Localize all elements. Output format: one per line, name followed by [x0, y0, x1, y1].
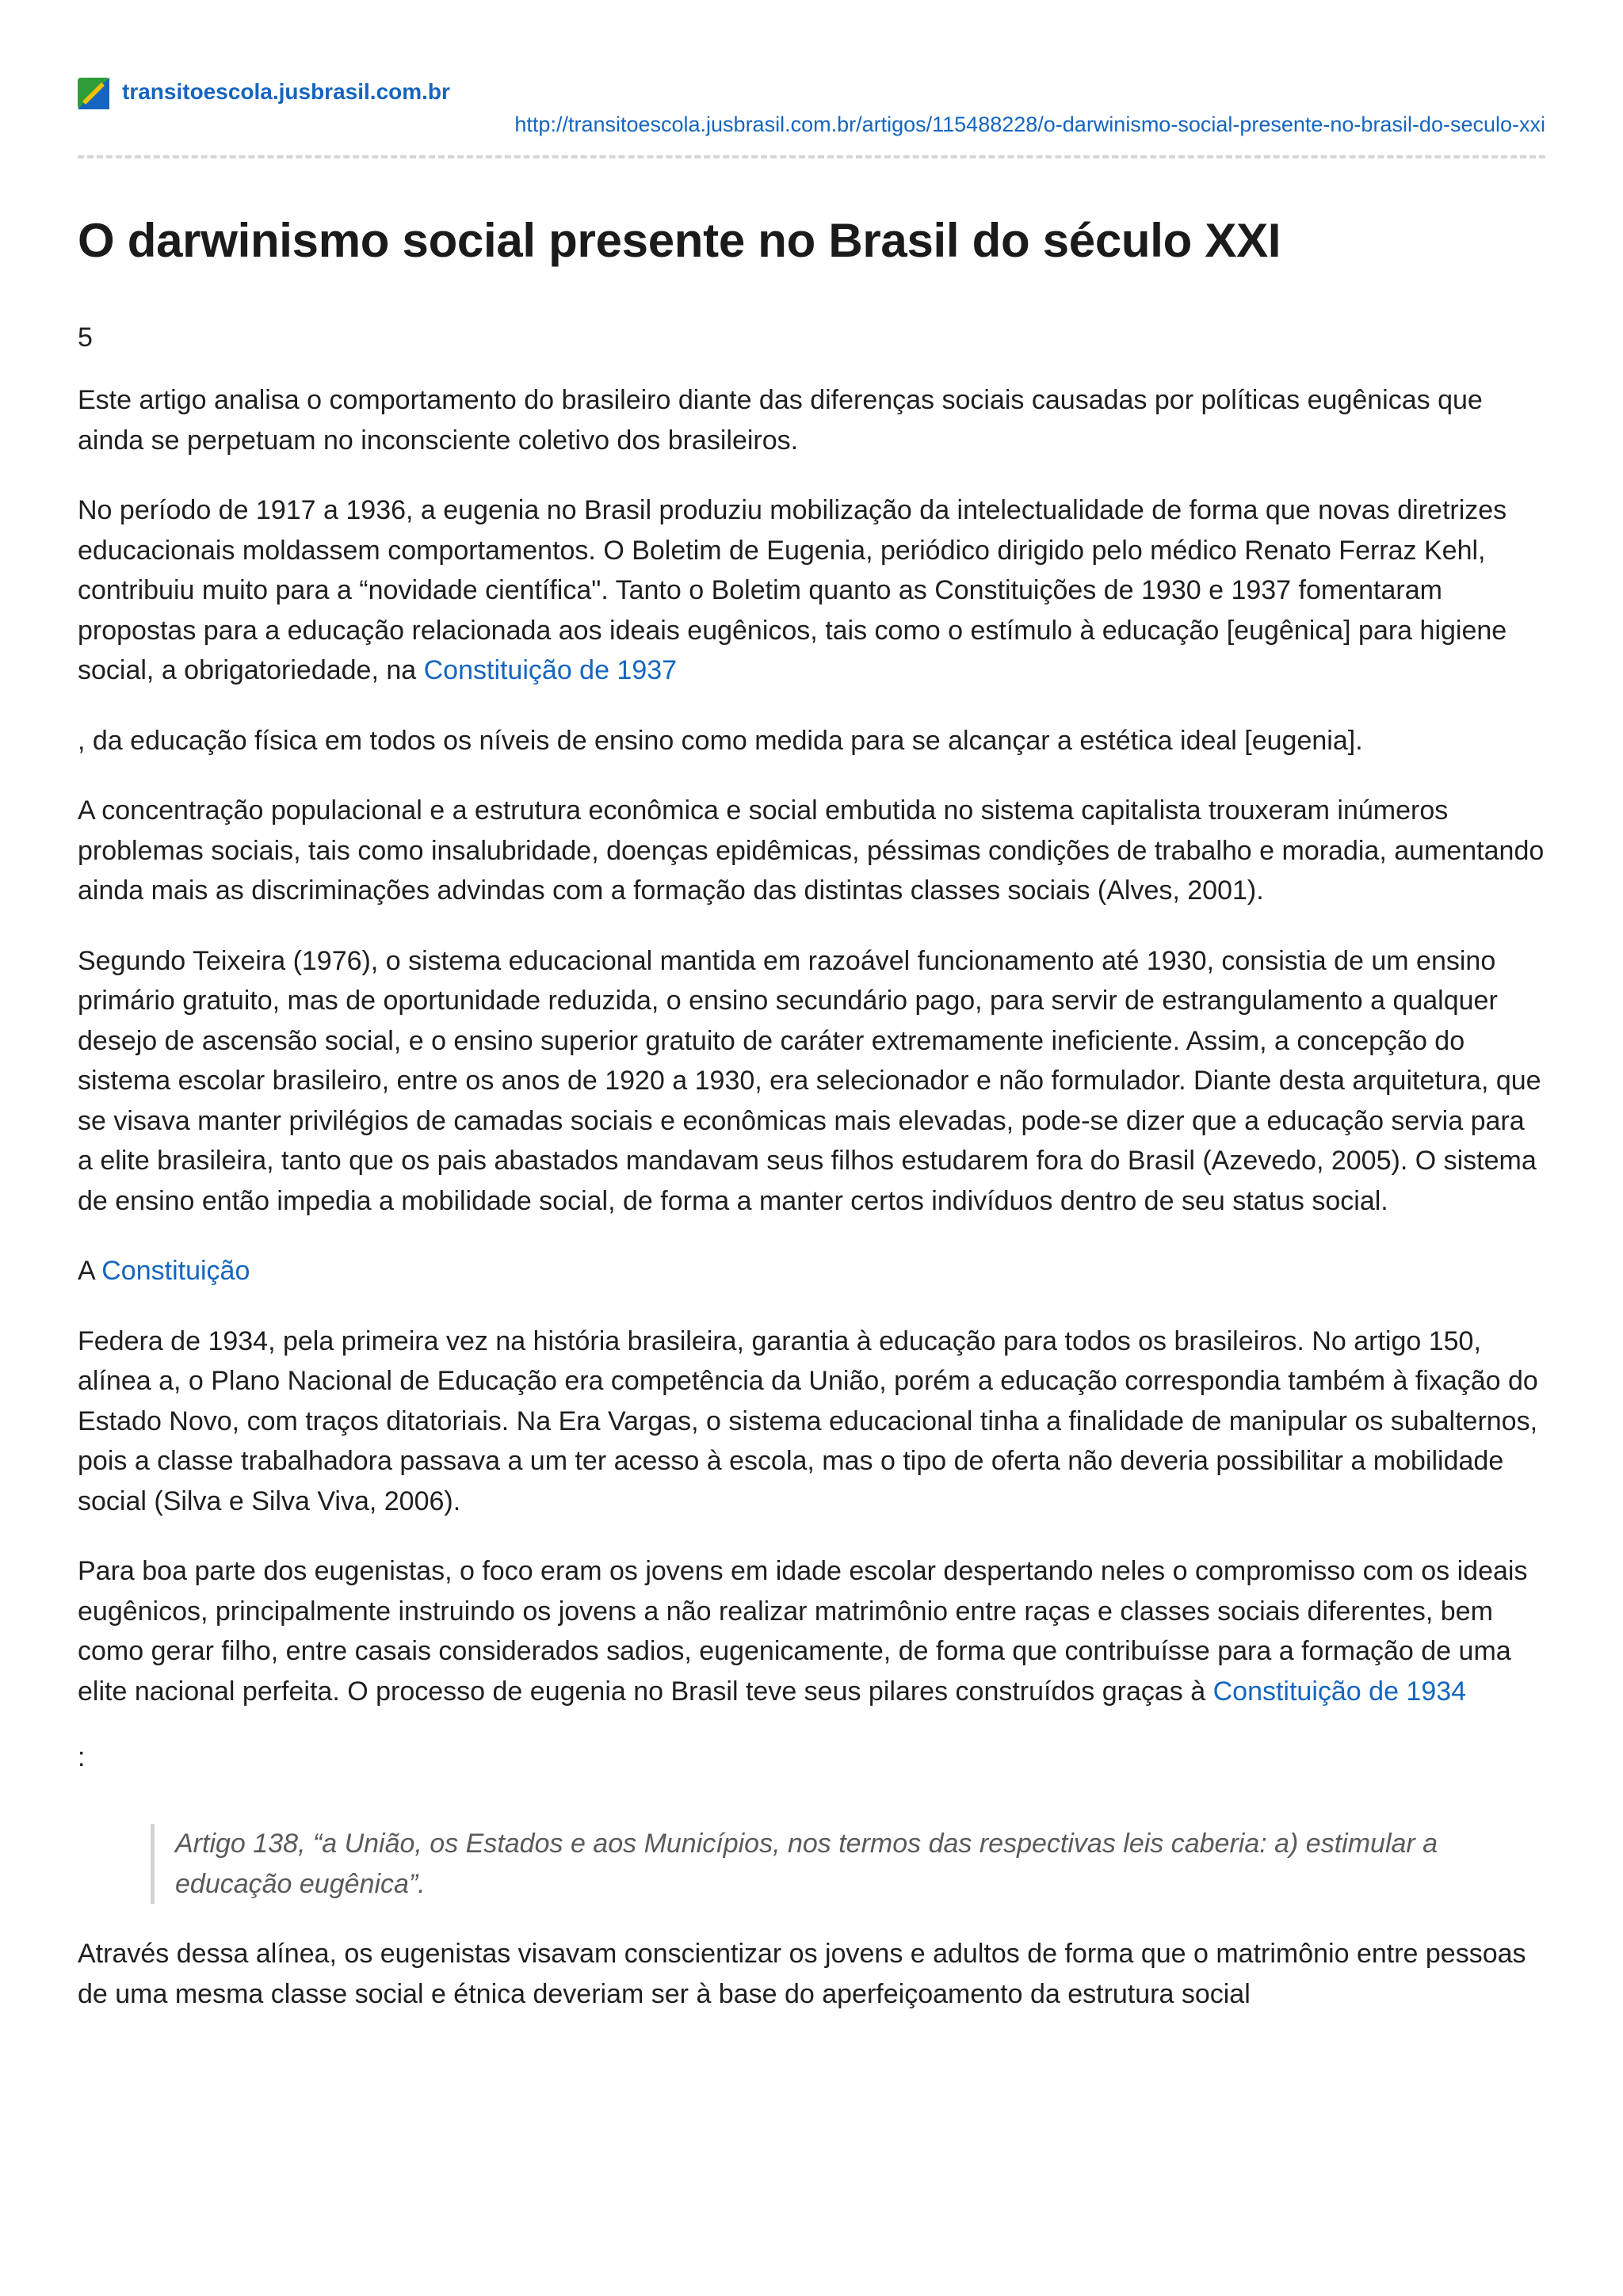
article-url-link[interactable]: http://transitoescola.jusbrasil.com.br/artigos/115488228/o-darwinismo-social-presente-no-brasil-do-seculo-xxi	[514, 113, 1545, 136]
paragraph-eugenia-periodo	[78, 490, 1545, 691]
site-header	[78, 78, 1545, 165]
paragraph-concentracao: A concentração populacional e a estrutura econômica e social embutida no sistema capitalista trouxeram inúmeros problemas sociais, tais como insalubridade, doenças epidêmicas, péssimas condições de trabalho e moradia, aumentando ainda mais as discriminações advindas com a formação das distintas classes sociais (Alves, 2001).	[78, 795, 1545, 906]
constituicao-1937-link[interactable]: Constituição de 1937	[423, 655, 678, 685]
paragraph-text: No período de 1917 a 1936, a eugenia no Brasil produziu mobilização da intelectualidade de forma que novas diretrizes educacionais moldassem comportamentos. O Boletim de Eugenia, periódico dirigido pelo médico Renato Ferraz Kehl, contribuiu muito para a “novidade científica". Tanto o Boletim quanto as Constituições de 1930 e 1937 fomentaram propostas para a educação relacionada aos ideais eugênicos, tais como o estímulo à educação [eugênica] para higiene social, a obrigatoriedade, na	[78, 495, 1507, 685]
constituicao-1934-link[interactable]: Constituição de 1934	[1212, 1676, 1467, 1707]
paragraph-eugenistas	[78, 1551, 1545, 1711]
article	[78, 212, 1545, 2014]
colon-text: :	[78, 1742, 86, 1772]
paragraph-constituicao	[78, 1251, 1545, 1291]
constituicao-link[interactable]: Constituição	[101, 1256, 250, 1286]
paragraph-alinea: Através dessa alínea, os eugenistas visavam conscientizar os jovens e adultos de forma que o matrimônio entre pessoas de uma mesma classe social e étnica deveriam ser à base do aperfeiçoamento da estrutura social	[78, 1939, 1526, 2009]
jusbrasil-logo-icon[interactable]	[78, 78, 109, 109]
site-name[interactable]: transitoescola.jusbrasil.com.br	[122, 79, 450, 104]
paragraph-teixeira: Segundo Teixeira (1976), o sistema educacional mantida em razoável funcionamento até 1930, consistia de um ensino primário gratuito, mas de oportunidade reduzida, o ensino secundário pago, para servir de estrangulamento a qualquer desejo de ascensão social, e o ensino superior gratuito de caráter extremamente ineficiente. Assim, a concepção do sistema escolar brasileiro, entre os anos de 1920 a 1930, era selecionador e não formulador. Diante desta arquitetura, que se visava manter privilégios de camadas sociais e econômicas mais elevadas, pode-se dizer que a educação servia para a elite brasileira, tanto que os pais abastados mandavam seus filhos estudarem fora do Brasil (Azevedo, 2005). O sistema de ensino então impedia a mobilidade social, de forma a manter certos indivíduos dentro de seu status social.	[78, 945, 1541, 1216]
paragraph-text: Para boa parte dos eugenistas, o foco eram os jovens em idade escolar despertando neles o compromisso com os ideais eugênicos, principalmente instruindo os jovens a não realizar matrimônio entre raças e classes sociais diferentes, bem como gerar filho, entre casais considerados sadios, eugenicamente, de forma que contribuísse para a formação de uma elite nacional perfeita. O processo de eugenia no Brasil teve seus pilares construídos graças à	[78, 1556, 1528, 1707]
recommendation-count: 5	[78, 322, 93, 353]
paragraph-educacao-fisica: , da educação física em todos os níveis de ensino como medida para se alcançar a estética ideal [eugenia].	[78, 725, 1363, 756]
paragraph-intro: Este artigo analisa o comportamento do brasileiro diante das diferenças sociais causadas por políticas eugênicas que ainda se perpetuam no inconsciente coletivo dos brasileiros.	[78, 385, 1483, 456]
article-title: O darwinismo social presente no Brasil do século XXI	[78, 214, 1281, 267]
blockquote-artigo-138: Artigo 138, “a União, os Estados e aos Municípios, nos termos das respectivas leis caberia: a) estimular a educação eugênica”.	[151, 1824, 1475, 1904]
paragraph-federa-1934: Federa de 1934, pela primeira vez na história brasileira, garantia à educação para todos os brasileiros. No artigo 150, alínea a, o Plano Nacional de Educação era competência da União, porém a educação correspondia também à fixação do Estado Novo, com traços ditatoriais. Na Era Vargas, o sistema educacional tinha a finalidade de manipular os subalternos, pois a classe trabalhadora passava a um ter acesso à escola, mas o tipo de oferta não deveria possibilitar a mobilidade social (Silva e Silva Viva, 2006).	[78, 1325, 1538, 1516]
paragraph-text: A	[78, 1256, 102, 1286]
header-divider	[78, 155, 1545, 158]
